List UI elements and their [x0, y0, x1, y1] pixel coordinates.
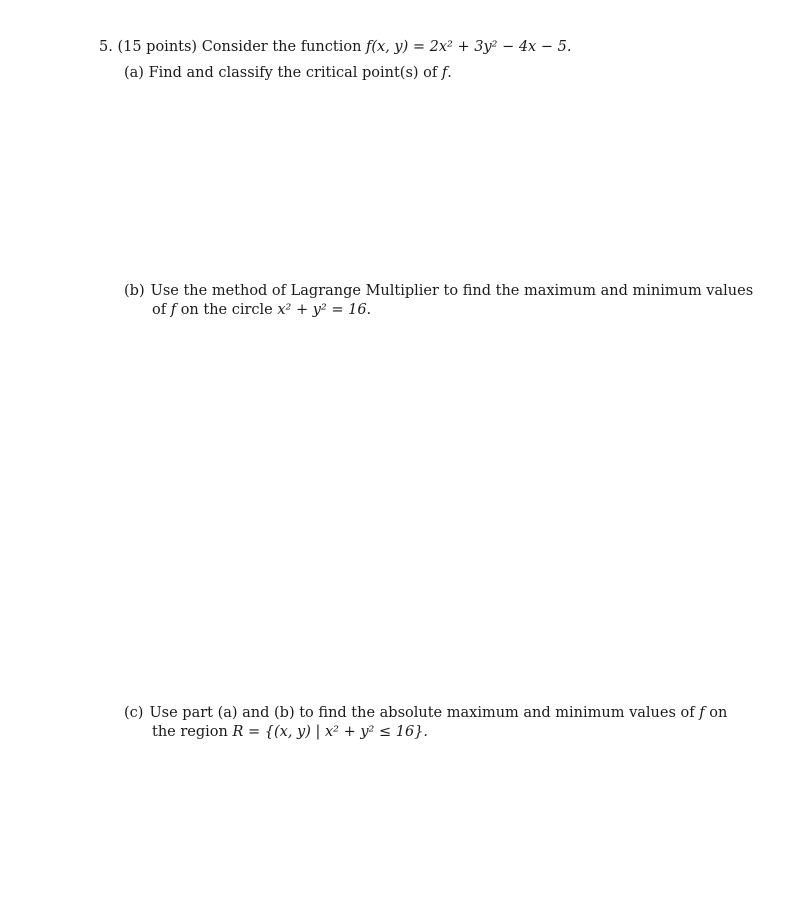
- part-a-text: Find and classify the critical point(s) of: [148, 65, 438, 81]
- part-c-line-1-body: [149, 704, 727, 723]
- question-points: (15 points): [117, 39, 198, 55]
- question-intro: Consider the function: [201, 39, 362, 55]
- part-a-var: f: [441, 65, 448, 81]
- part-b-circle-text: on the circle: [180, 302, 273, 318]
- question-number: 5.: [99, 39, 113, 55]
- question-function: f(x, y) = 2x² + 3y² − 4x − 5.: [366, 39, 572, 55]
- part-b-label: (b): [124, 283, 145, 299]
- part-c-on: on: [709, 705, 728, 721]
- part-c-text-1: Use part (a) and (b) to find the absolute maximum and minimum values of: [149, 705, 695, 721]
- part-b-line-2: [152, 301, 371, 320]
- part-a-end: .: [447, 65, 452, 81]
- part-b-text-1: Use the method of Lagrange Multiplier to find the maximum and minimum values: [150, 283, 754, 299]
- part-b-of: of: [152, 302, 167, 318]
- part-c-line-2: [152, 723, 428, 742]
- part-b-var: f: [170, 302, 177, 318]
- part-c-line-1: [124, 704, 728, 723]
- part-c-var: f: [699, 705, 705, 721]
- part-c-label: (c): [124, 705, 144, 721]
- part-c-region: R = {(x, y) | x² + y² ≤ 16}.: [232, 724, 428, 740]
- question-header: [99, 38, 571, 57]
- part-b-line-1: [124, 282, 754, 301]
- part-c-region-text: the region: [152, 724, 228, 740]
- part-a-label: (a): [124, 65, 144, 81]
- part-a: [124, 64, 452, 83]
- part-b-constraint: x² + y² = 16.: [277, 302, 372, 318]
